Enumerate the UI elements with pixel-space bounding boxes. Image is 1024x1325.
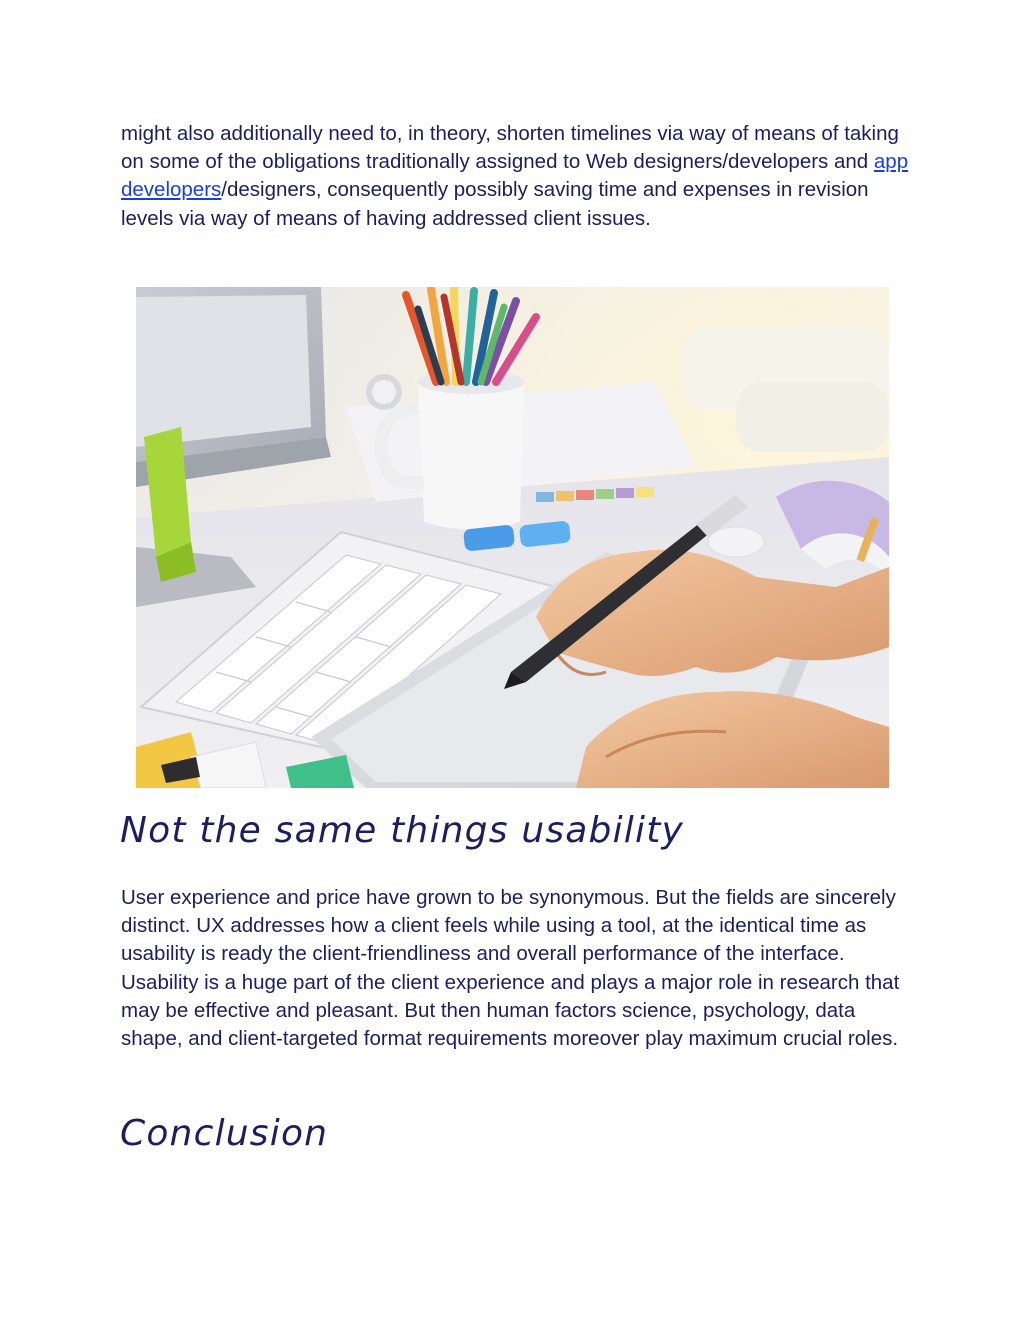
intro-text-before-link: might also additionally need to, in theory, shorten timelines via way of means of taking on some of the obligations traditionally assigned to Web designers/developers and (121, 122, 899, 174)
designer-desk-photo (136, 287, 889, 788)
intro-text-after-link: /designers, consequently possibly saving time and expenses in revision levels via way of means of having addressed client issues. (121, 178, 869, 230)
usability-paragraph: User experience and price have grown to be synonymous. But the fields are sincerely distinct. UX addresses how a client feels while using a tool, at the identical time as usability is ready the client-friendliness and overall performance of the interface. Usability is a huge part of the client experience and plays a major role in research that may be effective and pleasant. But then human factors science, psychology, data shape, and client-targeted format requirements moreover play maximum crucial roles. (121, 886, 900, 1051)
section-heading-conclusion: Conclusion (120, 1113, 329, 1154)
section-heading-usability: Not the same things usability (120, 810, 685, 851)
intro-paragraph (121, 120, 911, 233)
app-developers-link[interactable]: app developers (121, 150, 909, 202)
